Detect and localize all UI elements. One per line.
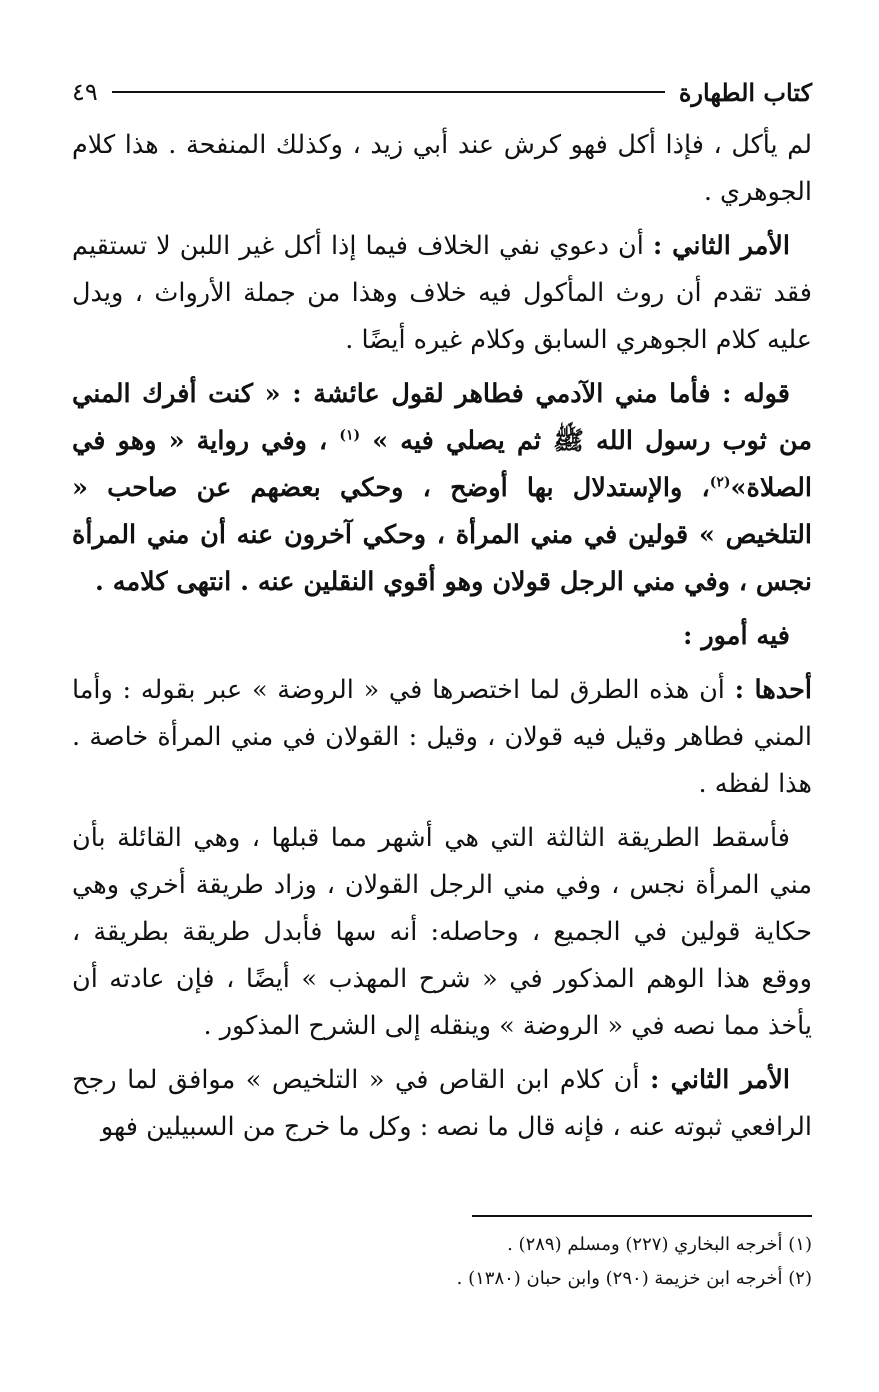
footnote-ref-1[interactable]: (١)	[339, 427, 361, 444]
paragraph-1: لم يأكل ، فإذا أكل فهو كرش عند أبي زيد ، وكذلك المنفحة . هذا كلام الجوهري .	[72, 130, 812, 207]
quote-text-1: قوله : فأما مني الآدمي فطاهر لقول عائشة : « كنت أفرك المني من ثوب رسول الله ﷺ ثم يصلي فيه »	[72, 379, 812, 456]
running-header	[72, 70, 812, 114]
footnote-ref-2[interactable]: (٢)	[709, 474, 731, 491]
footnote-2: (٢) أخرجه ابن خزيمة (٢٩٠) وابن حبان (١٣٨٠) .	[456, 1268, 812, 1289]
footnote-rule	[472, 1215, 812, 1217]
paragraph-5	[72, 667, 812, 808]
paragraph-text: أن دعوي نفي الخلاف فيما إذا أكل غير اللبن لا تستقيم فقد تقدم أن روث المأكول فيه خلاف وهذا من جملة الأرواث ، ويدل عليه كلام الجوهري السابق وكلام غيره أيضًا .	[72, 231, 812, 355]
paragraph-3-quote	[72, 371, 812, 606]
section-lead: أحدها :	[734, 675, 812, 705]
paragraph-6: فأسقط الطريقة الثالثة التي هي أشهر مما قبلها ، وهي القائلة بأن مني المرأة نجس ، وفي مني الرجل القولان ، وزاد طريقة أخري وهي حكاية قولين في الجميع ، وحاصله: أنه سها فأبدل طريقة بطريقة ، ووقع هذا الوهم المذكور في « شرح المهذب » أيضًا ، فإن عادته أن يأخذ مما نصه في « الروضة » وينقله إلى الشرح المذكور .	[72, 823, 812, 1041]
section-lead: الأمر الثاني :	[649, 1065, 790, 1095]
paragraph-2	[72, 223, 812, 364]
quote-text-2: ، وفي رواية « وهو في الصلاة»	[72, 426, 812, 503]
page-number: ٤٩	[72, 78, 98, 106]
section-lead: الأمر الثاني :	[652, 231, 790, 261]
footnote-1: (١) أخرجه البخاري (٢٢٧) ومسلم (٢٨٩) .	[507, 1234, 812, 1255]
header-rule	[112, 91, 665, 93]
quote-text-3: ، والإستدلال بها أوضح ، وحكي بعضهم عن صاحب « التلخيص » قولين في مني المرأة ، وحكي آخرون عنه أن مني المرأة نجس ، وفي مني الرجل قولان وهو أقوي النقلين عنه . انتهى كلامه .	[72, 473, 812, 597]
paragraph-text: أن هذه الطرق لما اختصرها في « الروضة » عبر بقوله : وأما المني فطاهر وقيل فيه قولان ، وقيل : القولان في مني المرأة خاصة . هذا لفظه .	[72, 675, 812, 799]
main-text	[72, 122, 812, 1151]
footnotes	[72, 1228, 812, 1296]
paragraph-text: أن كلام ابن القاص في « التلخيص » موافق لما رجح الرافعي ثبوته عنه ، فإنه قال ما نصه : وكل ما خرج من السبيلين فهو	[72, 1065, 812, 1142]
paragraph-7	[72, 1057, 812, 1151]
book-title: كتاب الطهارة	[678, 77, 812, 107]
book-page	[72, 70, 812, 1330]
paragraph-4-heading: فيه أمور :	[683, 621, 790, 651]
